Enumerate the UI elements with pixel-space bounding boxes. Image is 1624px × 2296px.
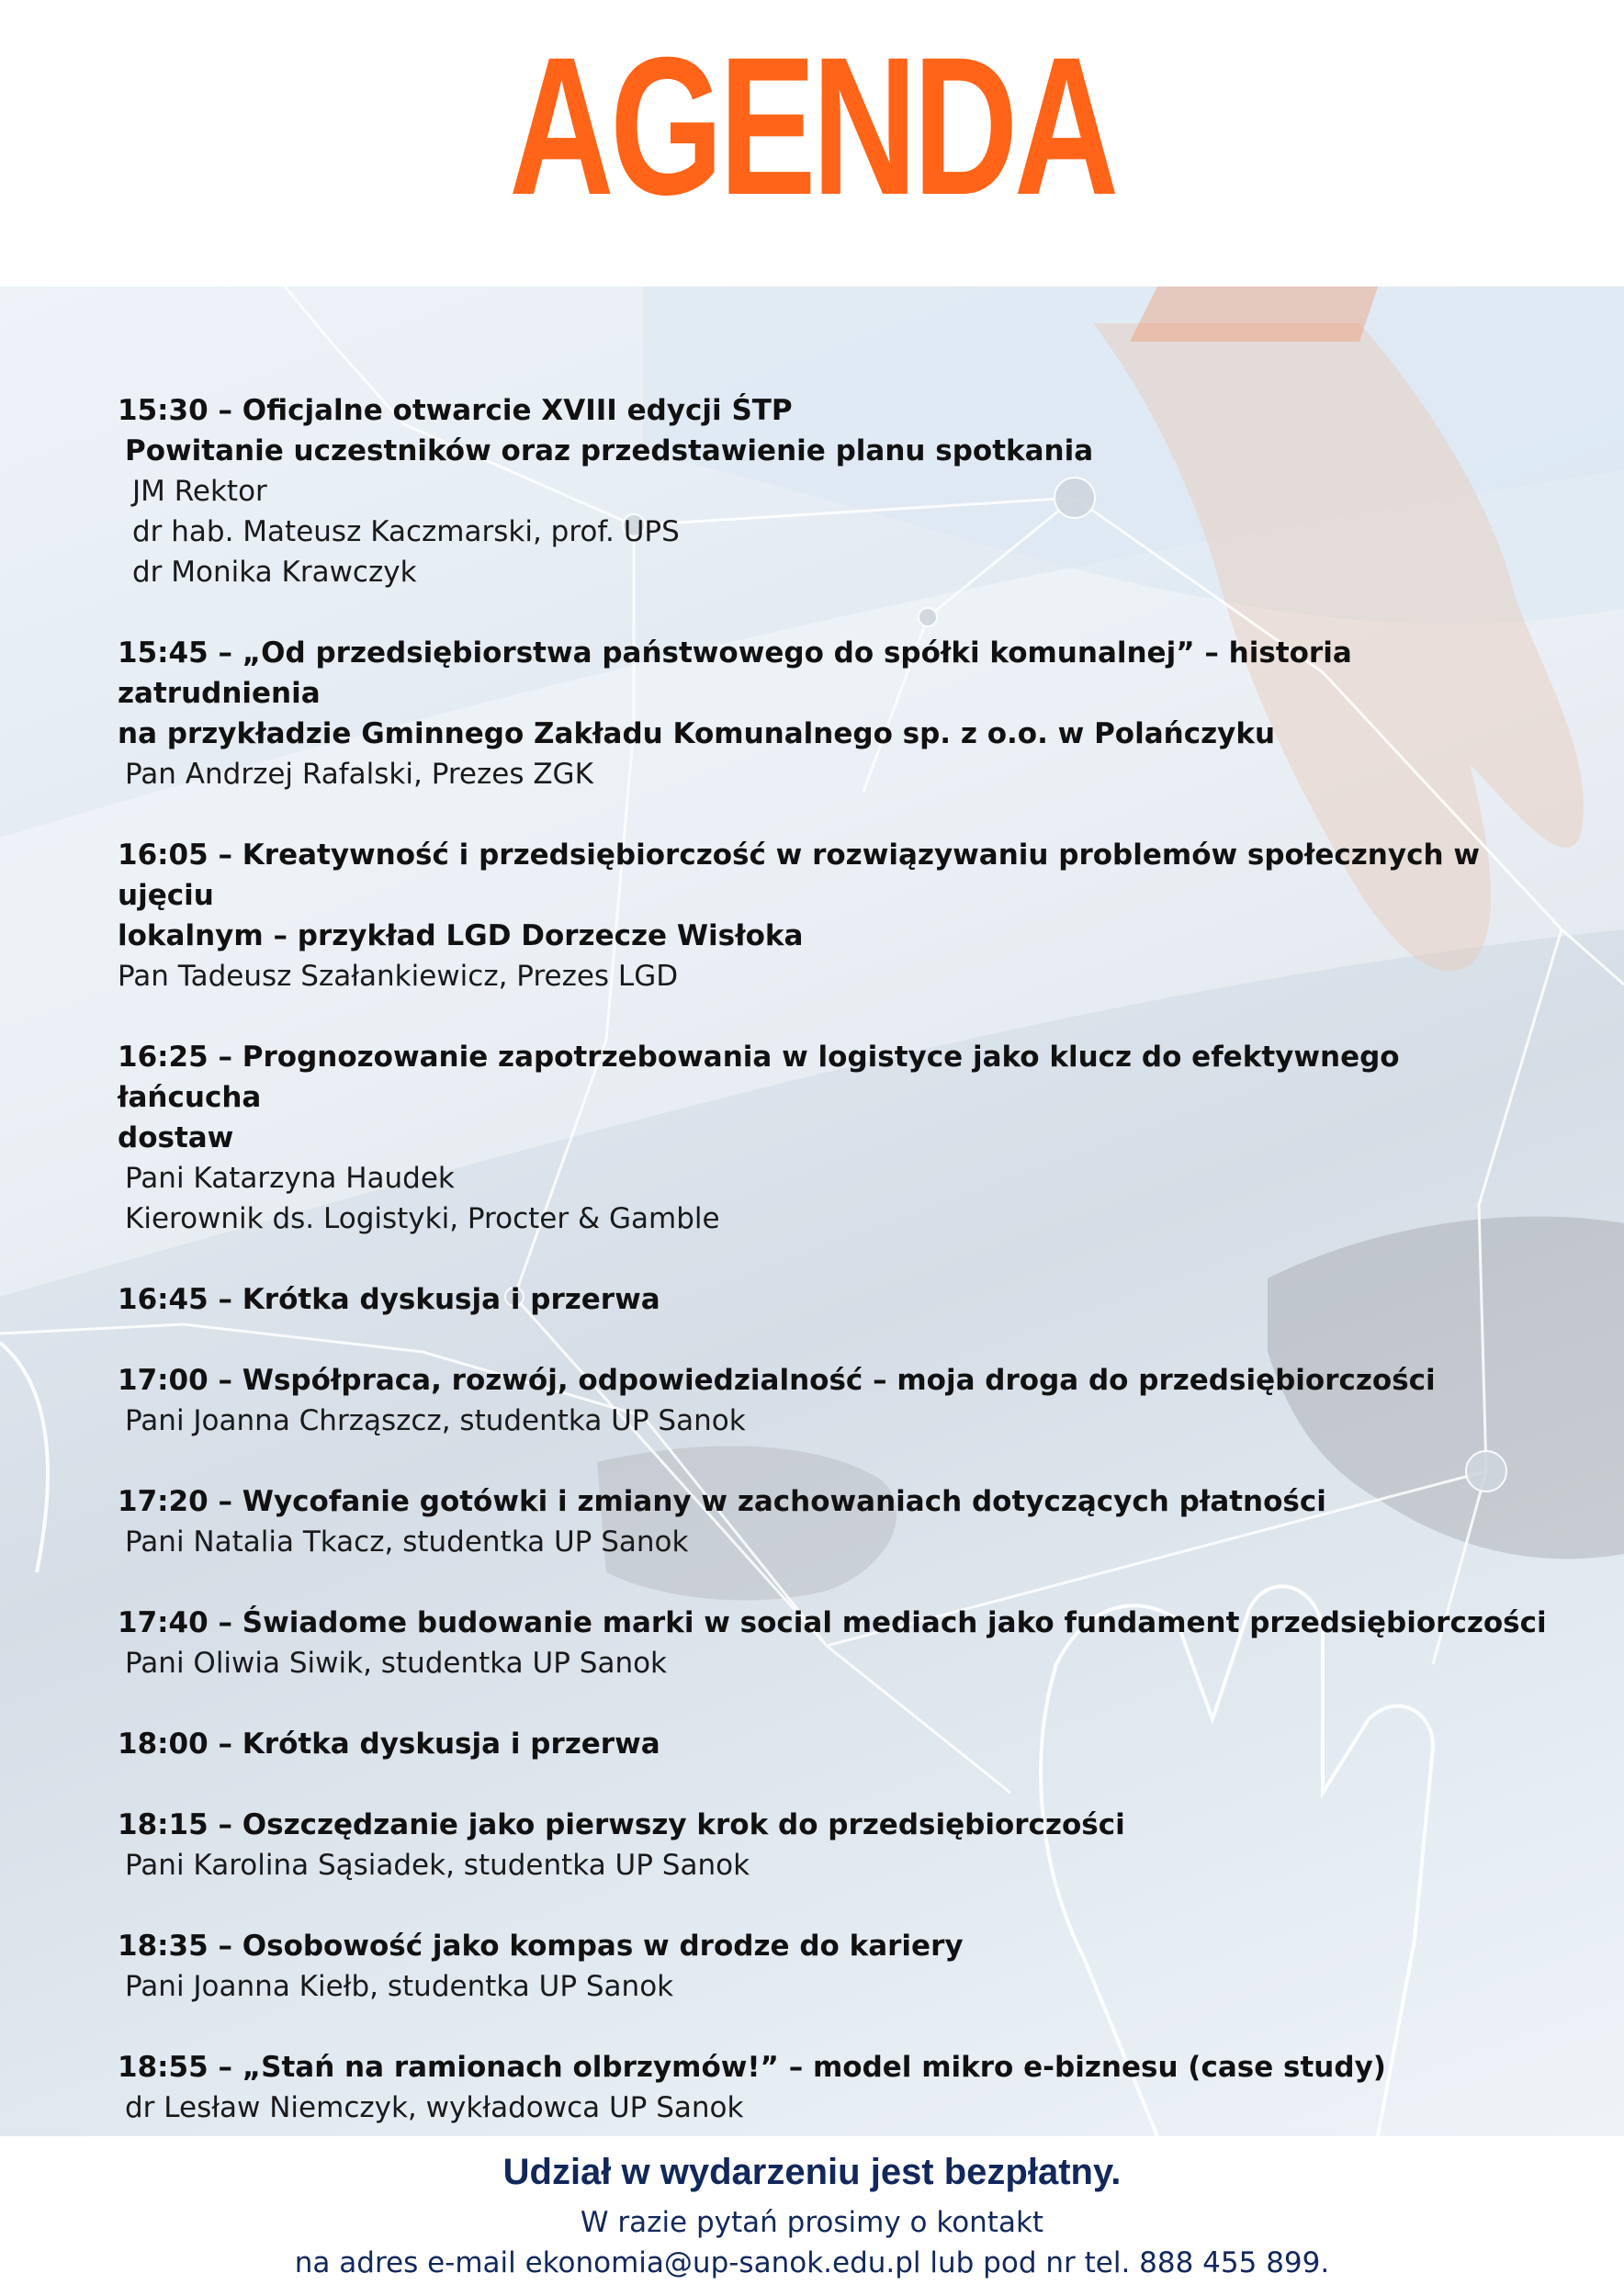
agenda-item-title: 15:45 – „Od przedsiębiorstwa państwowego do spółki komunalnej” – historia zatrudnienia	[118, 636, 1352, 710]
agenda-item-1605	[118, 835, 1551, 996]
agenda-item-title: 16:45 – Krótka dyskusja i przerwa	[118, 1283, 660, 1316]
agenda-item-1530	[118, 390, 1551, 592]
agenda-item-title: 16:25 – Prognozowanie zapotrzebowania w logistyce jako klucz do efektywnego łańcucha	[118, 1041, 1400, 1114]
speaker-name: Pani Joanna Kiełb, studentka UP Sanok	[125, 1970, 674, 2003]
speaker-name: Pan Tadeusz Szałankiewicz, Prezes LGD	[118, 960, 679, 993]
contact-prompt: W razie pytań prosimy o kontakt	[580, 2206, 1044, 2239]
agenda-item-1700	[118, 1360, 1551, 1441]
agenda-item-1720	[118, 1481, 1551, 1562]
agenda-item-1855	[118, 2047, 1551, 2128]
speaker-name: JM Rektor	[132, 475, 267, 508]
agenda-item-title: 18:00 – Krótka dyskusja i przerwa	[118, 1728, 660, 1761]
agenda-list	[118, 390, 1551, 2249]
agenda-item-title: 16:05 – Kreatywność i przedsiębiorczość w rozwiązywaniu problemów społecznych w ujęciu	[118, 838, 1480, 912]
free-entry-notice: Udział w wydarzeniu jest bezpłatny.	[502, 2152, 1122, 2192]
speaker-name: Pani Katarzyna Haudek	[125, 1162, 455, 1195]
agenda-item-title-cont: dostaw	[118, 1121, 234, 1154]
agenda-item-subtitle: Powitanie uczestników oraz przedstawienie planu spotkania	[125, 434, 1094, 467]
agenda-item-title: 15:30 – Oficjalne otwarcie XVIII edycji ŚTP	[118, 394, 793, 427]
agenda-item-1645	[118, 1279, 1551, 1320]
agenda-item-title-cont: na przykładzie Gminnego Zakładu Komunalnego sp. z o.o. w Polańczyku	[118, 717, 1276, 750]
speaker-name: Pani Oliwia Siwik, studentka UP Sanok	[125, 1647, 668, 1680]
agenda-item-title: 18:55 – „Stań na ramionach olbrzymów!” – model mikro e-biznesu (case study)	[118, 2051, 1386, 2084]
page-title: AGENDA	[509, 17, 1115, 236]
agenda-item-title: 17:20 – Wycofanie gotówki i zmiany w zachowaniach dotyczących płatności	[118, 1485, 1326, 1518]
speaker-name: Pani Joanna Chrząszcz, studentka UP Sanok	[125, 1404, 746, 1437]
agenda-item-title: 17:00 – Współpraca, rozwój, odpowiedzialność – moja droga do przedsiębiorczości	[118, 1364, 1436, 1397]
agenda-item-title: 18:15 – Oszczędzanie jako pierwszy krok do przedsiębiorczości	[118, 1808, 1125, 1841]
speaker-name: Pani Karolina Sąsiadek, studentka UP Sanok	[125, 1849, 750, 1882]
speaker-name: Pan Andrzej Rafalski, Prezes ZGK	[125, 758, 593, 791]
agenda-item-title: 17:40 – Świadome budowanie marki w social mediach jako fundament przedsiębiorczości	[118, 1606, 1547, 1639]
agenda-item-1545	[118, 633, 1551, 794]
footer	[0, 2136, 1624, 2296]
agenda-item-1815	[118, 1805, 1551, 1885]
agenda-item-1740	[118, 1603, 1551, 1683]
agenda-item-title-cont: lokalnym – przykład LGD Dorzecze Wisłoka	[118, 919, 804, 952]
speaker-name: Pani Natalia Tkacz, studentka UP Sanok	[125, 1525, 689, 1559]
speaker-name: dr Monika Krawczyk	[132, 556, 417, 589]
speaker-role: Kierownik ds. Logistyki, Procter & Gamble	[125, 1202, 720, 1235]
agenda-item-1835	[118, 1926, 1551, 2007]
agenda-item-title: 18:35 – Osobowość jako kompas w drodze do kariery	[118, 1930, 964, 1963]
speaker-name: dr Lesław Niemczyk, wykładowca UP Sanok	[125, 2091, 744, 2124]
speaker-name: dr hab. Mateusz Kaczmarski, prof. UPS	[132, 515, 680, 548]
agenda-item-1800	[118, 1724, 1551, 1764]
contact-details: na adres e-mail ekonomia@up-sanok.edu.pl lub pod nr tel. 888 455 899.	[294, 2246, 1330, 2279]
agenda-item-1625	[118, 1037, 1551, 1239]
